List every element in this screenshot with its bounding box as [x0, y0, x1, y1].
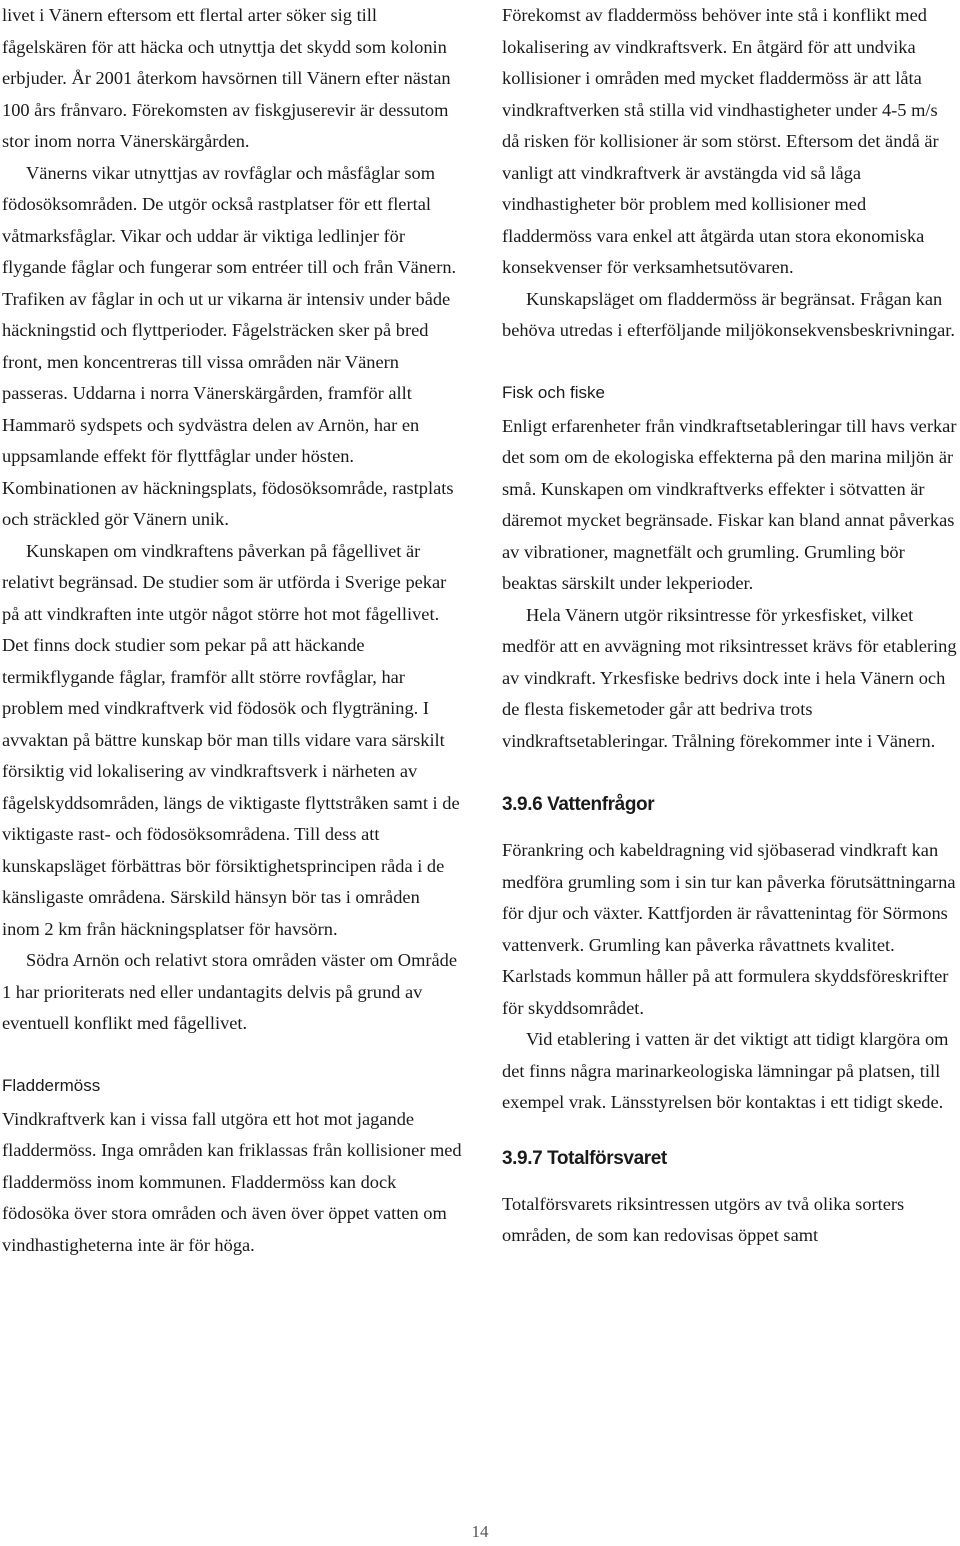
paragraph-fish-effects: Enligt erfarenheter från vindkraftsetableringar till havs verkar det som om de ekologiska effekterna på den marina miljön är små. Kunskapen om vindkraftverks effekter i sötvatten är däremot mycket begränsade. Fiskar kan bland annat påverkas av vibrationer, magnetfält och grumling. Grumling bör beaktas särskilt under lekperioder.	[502, 415, 957, 593]
spacer	[502, 1119, 958, 1145]
subheading-bats: Fladdermöss	[2, 1075, 101, 1095]
paragraph-bats-knowledge: Kunskapsläget om fladdermöss är begränsat. Frågan kan behöva utredas i efterföljande miljökonsekvensbeskrivningar.	[502, 288, 955, 340]
paragraph-water-turbidity: Förankring och kabeldragning vid sjöbaserad vindkraft kan medföra grumling som i sin tur kan påverka förutsättningarna för djur och växter. Kattfjorden är råvattenintag för Sörmons vattenverk. Grumling kan påverka råvattnets kvalitet. Karlstads kommun håller på att formulera skyddsföreskrifter för skyddsområdet.	[502, 840, 956, 1018]
paragraph-fishing-interest: Hela Vänern utgör riksintresse för yrkesfisket, vilket medför att en avvägning mot riksintresset krävs för etablering av vindkraft. Yrkesfiske bedrivs dock inte i hela Vänern och de flesta fiskemetoder går att bedriva trots vindkraftsetableringar. Trålning förekommer inte i Vänern.	[502, 604, 957, 751]
paragraph-bats: Vindkraftverk kan i vissa fall utgöra ett hot mot jagande fladdermöss. Inga områden kan friklassas från kollisioner med fladdermöss inom kommunen. Fladdermöss kan dock födosöka över stora områden och även över öppet vatten om vindhastigheterna inte är för höga.	[2, 1108, 462, 1255]
section-heading-defence: 3.9.7 Totalförsvaret	[502, 1147, 667, 1169]
paragraph-knowledge-birds: Kunskapen om vindkraftens påverkan på fågellivet är relativt begränsad. De studier som är utförda i Sverige pekar på att vindkraften inte utgör något större hot mot fågellivet. Det finns dock studier som pekar på att häckande termikflygande fåglar, framför allt större rovfåglar, har problem med vindkraftverk vid födosök och flygträning. I avvaktan på bättre kunskap bör man tills vidare vara särskilt försiktig vid lokalisering av vindkraftsverk i närheten av fågelskyddsområden, längs de viktigaste flyttstråken samt i de viktigaste rast- och födosöksområdena. Till dess att kunskapsläget förbättras bör försiktighetsprincipen råda i de känsligaste områdena. Särskild hänsyn bör tas i områden inom 2 km från häckningsplatser för havsörn.	[2, 540, 460, 939]
paragraph-arnon: Södra Arnön och relativt stora områden väster om Område 1 har prioriterats ned eller undantagits delvis på grund av eventuell konflikt med fågellivet.	[2, 950, 458, 1033]
section-heading-water: 3.9.6 Vattenfrågor	[502, 794, 655, 815]
page-number: 14	[471, 1522, 489, 1541]
paragraph-bays: Vänerns vikar utnyttjas av rovfåglar och måsfåglar som födosöksområden. De utgör också rastplatser för ett flertal våtmarksfåglar. Vikar och uddar är viktiga ledlinjer för flygande fåglar och fungerar som entréer till och från Vänern. Trafiken av fåglar in och ut ur vikarna är intensiv under både häckningstid och flyttperioder. Fågelsträcken sker på bred front, men koncentreras till vissa områden när Vänern passeras. Uddarna i norra Vänerskärgården, framför allt Hammarö sydspets och sydvästra delen av Arnön, har en uppsamlande effekt för flyttfåglar under hösten. Kombinationen av häckningsplats, födosöksområde, rastplats och sträckled gör Vänern unik.	[2, 162, 457, 529]
paragraph-bats-continued: Förekomst av fladdermöss behöver inte stå i konflikt med lokalisering av vindkraftsverk. En åtgärd för att undvika kollisioner i områden med mycket fladdermöss är att låta vindkraftverken stå stilla vid vindhastigheter under 4-5 m/s då risken för kollisioner är som störst. Eftersom det ändå är vanligt att vindkraftverk är avstängda vid så låga vindhastigheter bör problem med kollisioner med fladdermöss vara enkel att åtgärda utan stora ekonomiska konsekvenser för verksamhetsutövaren.	[502, 5, 939, 277]
paragraph-defence: Totalförsvarets riksintressen utgörs av två olika sorters områden, de som kan redovisas öppet samt	[502, 1193, 905, 1245]
spacer	[502, 757, 958, 791]
right-column	[502, 0, 958, 1252]
left-column	[2, 0, 462, 1261]
spacer	[502, 347, 958, 381]
subheading-fish: Fisk och fiske	[502, 382, 605, 402]
paragraph-marine-archaeology: Vid etablering i vatten är det viktigt att tidigt klargöra om det finns några marinarkeologiska lämningar på platsen, till exempel vrak. Länsstyrelsen bör kontaktas i ett tidigt skede.	[502, 1029, 949, 1112]
spacer	[2, 1040, 462, 1074]
paragraph-birds-intro: livet i Vänern eftersom ett flertal arter söker sig till fågelskären för att häcka och utnyttja det skydd som kolonin erbjuder. År 2001 återkom havsörnen till Vänern efter nästan 100 års frånvaro. Förekomsten av fiskgjuserevir är dessutom stor inom norra Vänerskärgården.	[2, 5, 451, 151]
